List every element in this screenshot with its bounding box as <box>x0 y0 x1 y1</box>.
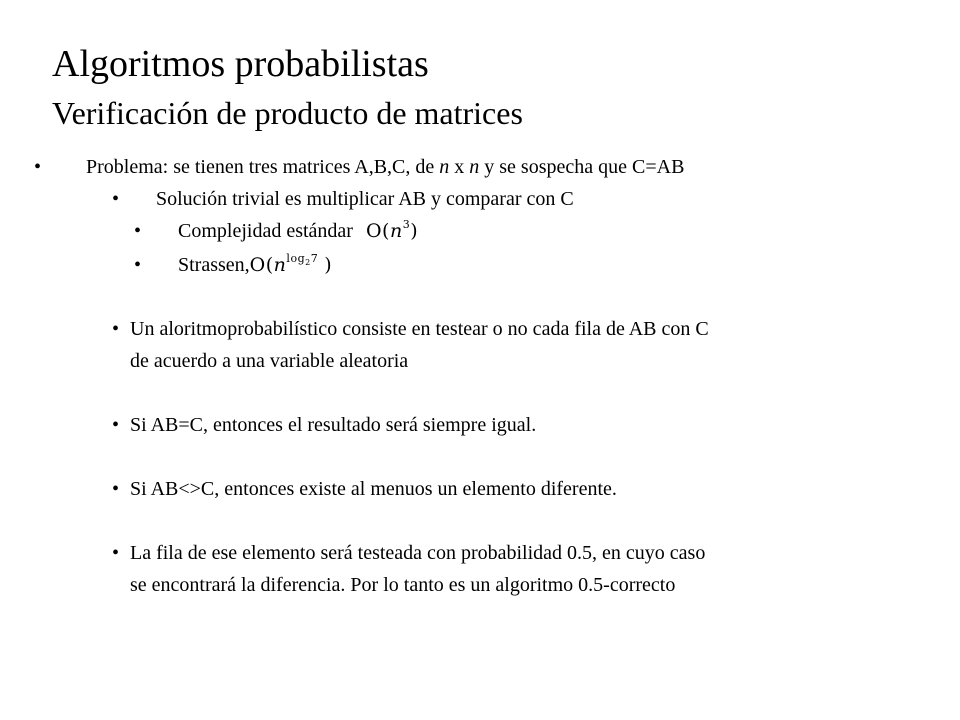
slide-title: Algoritmos probabilistas <box>52 43 429 85</box>
probabilistic-line-1: Un aloritmoprobabilístico consiste en testear o no cada fila de AB con C <box>130 318 709 340</box>
bullet-marker: • <box>112 478 120 500</box>
trivial-solution: Solución trivial es multiplicar AB y comparar con C <box>156 188 574 210</box>
formula-exponent <box>286 252 318 265</box>
standard-complexity-formula <box>366 220 418 242</box>
formula-open: O( <box>365 220 390 242</box>
probabilistic-line-2: de acuerdo a una variable aleatoria <box>130 350 409 372</box>
formula-log-base: 2 <box>305 258 311 267</box>
bullet-marker: • <box>112 188 120 210</box>
formula-log: log <box>286 252 306 265</box>
bullet-marker: • <box>134 220 142 242</box>
problem-prefix: Problema: se tienen tres matrices A,B,C, de <box>86 156 440 178</box>
bullet-marker: • <box>112 414 120 436</box>
problem-suffix: y se sospecha que C=AB <box>479 156 685 178</box>
formula-close: ) <box>410 220 419 242</box>
formula-var: n <box>389 220 403 242</box>
strassen-formula <box>250 254 332 276</box>
problem-mid: x <box>449 156 470 178</box>
slide-subtitle: Verificación de producto de matrices <box>52 95 523 131</box>
formula-close: ) <box>324 254 333 276</box>
problem-n2: n <box>469 156 480 178</box>
conclusion-line-2: se encontrará la diferencia. Por lo tanto es un algoritmo 0.5-correcto <box>130 574 676 596</box>
bullet-marker: • <box>112 542 120 564</box>
strassen-label: Strassen, <box>178 254 250 276</box>
standard-complexity-label: Complejidad estándar <box>178 220 353 242</box>
equal-case: Si AB=C, entonces el resultado será siempre igual. <box>130 414 537 436</box>
problem-n1: n <box>439 156 450 178</box>
formula-open: O( <box>249 254 274 276</box>
bullet-marker: • <box>34 156 42 178</box>
formula-log-arg: 7 <box>310 252 319 265</box>
formula-var: n <box>273 254 287 276</box>
problem-statement <box>86 154 684 180</box>
different-case: Si AB<>C, entonces existe al menuos un elemento diferente. <box>130 478 617 500</box>
standard-complexity <box>178 218 418 244</box>
conclusion-line-1: La fila de ese elemento será testeada con probabilidad 0.5, en cuyo caso <box>130 542 706 564</box>
strassen-complexity <box>178 252 332 278</box>
formula-exponent: 3 <box>402 218 411 231</box>
bullet-marker: • <box>112 318 120 340</box>
bullet-marker: • <box>134 254 142 276</box>
